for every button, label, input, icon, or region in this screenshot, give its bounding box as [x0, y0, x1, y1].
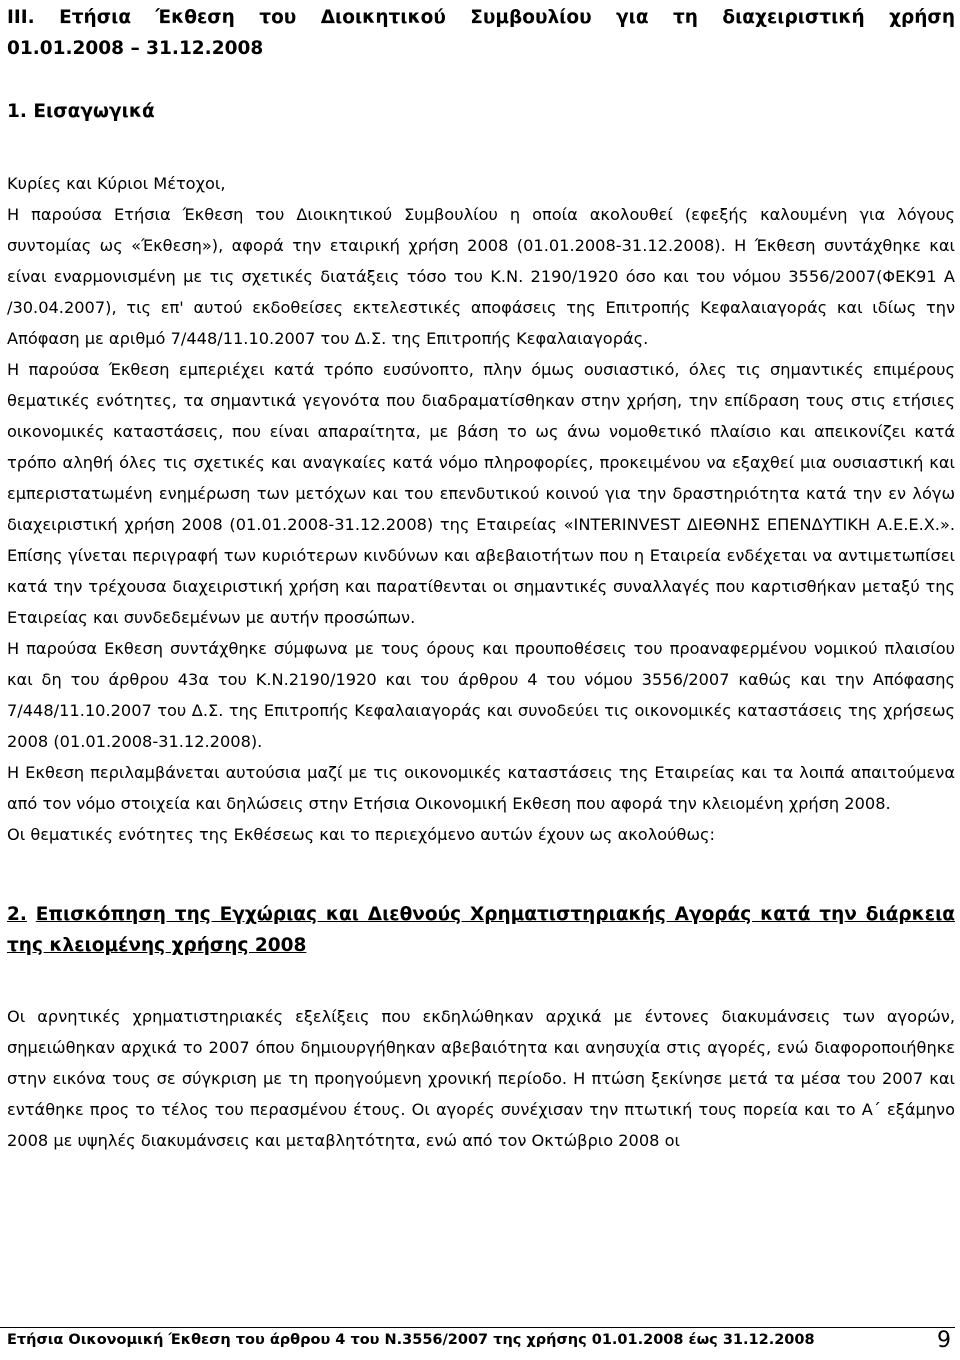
section-1-paragraph-2: Η παρούσα Έκθεση εμπεριέχει κατά τρόπο ευσύνοπτο, πλην όμως ουσιαστικό, όλες τις σημαντικές επιμέρους θεματικές ενότητες, τα σημαντικά γεγονότα που διαδραματίσθηκαν στην χρήση, την επίδραση τους στις ετήσιες οικονομικές καταστάσεις, που είναι απαραίτητα, με βάση το ως άνω νομοθετικό πλαίσιο και απεικονίζει κατά τρόπο αληθή όλες τις σχετικές και αναγκαίες κατά νόμο πληροφορίες, προκειμένου να εξαχθεί μια ουσιαστική και εμπεριστατωμένη ενημέρωση των μετόχων και του επενδυτικού κοινού για την δραστηριότητα κατά την εν λόγω διαχειριστική χρήση 2008 (01.01.2008-31.12.2008) της Εταιρείας «INTERINVEST ΔΙΕΘΝΗΣ ΕΠΕΝΔΥΤΙΚΗ Α.Ε.Ε.Χ.». Επίσης γίνεται περιγραφή των κυριότερων κινδύνων και αβεβαιοτήτων που η Εταιρεία ενδέχεται να αντιμετωπίσει κατά την τρέχουσα διαχειριστική χρήση και παρατίθενται οι σημαντικές συναλλαγές που καρτισθήκαν μεταξύ της Εταιρείας και συνδεδεμένων με αυτήν προσώπων.: [7, 360, 955, 627]
section-1-heading: [7, 96, 955, 127]
footer-text: Ετήσια Οικονομική Έκθεση του άρθρου 4 του Ν.3556/2007 της χρήσης 01.01.2008 έως 31.12.2008: [7, 1332, 815, 1348]
section-2-title: Επισκόπηση της Εγχώριας και Διεθνούς Χρηματιστηριακής Αγοράς κατά την διάρκεια της κλειομένης χρήσης 2008: [7, 904, 955, 956]
section-1-number: 1.: [7, 101, 27, 122]
section-1-paragraph-3: Η παρούσα Εκθεση συντάχθηκε σύμφωνα με τους όρους και προυποθέσεις του προαναφερμένου νομικού πλαισίου και δη του άρθρου 43α του Κ.Ν.2190/1920 και του άρθρου 4 του νόμου 3556/2007 καθώς και την Απόφασης 7/448/11.10.2007 του Δ.Σ. της Επιτροπής Κεφαλαιαγοράς και συνοδεύει τις οικονομικές καταστάσεις της χρήσεως 2008 (01.01.2008-31.12.2008).: [7, 639, 955, 751]
report-heading-line2: 01.01.2008 – 31.12.2008: [7, 38, 264, 59]
section-1-title: Εισαγωγικά: [33, 101, 155, 122]
document-page: [7, 0, 955, 1156]
section-1-paragraph-4: Η Εκθεση περιλαμβάνεται αυτούσια μαζί με τις οικονομικές καταστάσεις της Εταιρείας και τα λοιπά απαιτούμενα από τον νόμο στοιχεία και δηλώσεις στην Ετήσια Οικονομική Εκθεση που αφορά την κλειομένη χρήση 2008.: [7, 763, 955, 813]
report-heading: [7, 2, 955, 64]
page-number: 9: [937, 1328, 951, 1353]
section-1-paragraph-1: Η παρούσα Ετήσια Έκθεση του Διοικητικού Συμβουλίου η οποία ακολουθεί (εφεξής καλουμένη για λόγους συντομίας ως «Έκθεση»), αφορά την εταιρική χρήση 2008 (01.01.2008-31.12.2008). Η Έκθεση συντάχθηκε και είναι εναρμονισμένη με τις σχετικές διατάξεις τόσο του Κ.Ν. 2190/1920 όσο και του νόμου 3556/2007(ΦΕΚ91 Α /30.04.2007), τις επ' αυτού εκδοθείσες εκτελεστικές αποφάσεις της Επιτροπής Κεφαλαιαγοράς και ιδίως την Απόφαση με αριθμό 7/448/11.10.2007 του Δ.Σ. της Επιτροπής Κεφαλαιαγοράς.: [7, 205, 955, 348]
section-1-paragraph-5: Οι θεματικές ενότητες της Εκθέσεως και το περιεχόμενο αυτών έχουν ως ακολούθως:: [7, 825, 715, 844]
section-2-number: 2.: [7, 904, 27, 925]
report-heading-line1: III. Ετήσια Έκθεση του Διοικητικού Συμβουλίου για τη διαχειριστική χρήση: [7, 7, 955, 28]
page-footer: [0, 1327, 955, 1354]
section-2-heading: [7, 899, 955, 961]
section-2-paragraph-1: Οι αρνητικές χρηματιστηριακές εξελίξεις που εκδηλώθηκαν αρχικά με έντονες διακυμάνσεις των αγορών, σημειώθηκαν αρχικά το 2007 όπου δημιουργήθηκαν αβεβαιότητα και ανησυχία στις αγορές, ενώ διαφοροποιήθηκε στην εικόνα τους σε σύγκριση με τη προηγούμενη χρονική περίοδο. Η πτώση ξεκίνησε μετά τα μέσα του 2007 και εντάθηκε προς το τέλος του περασμένου έτους. Οι αγορές συνέχισαν την πτωτική τους πορεία και το Α΄ εξάμηνο 2008 με υψηλές διακυμάνσεις και μεταβλητότητα, ενώ από τον Οκτώβριο 2008 οι: [7, 1007, 955, 1150]
greeting: Κυρίες και Κύριοι Μέτοχοι,: [7, 174, 226, 193]
